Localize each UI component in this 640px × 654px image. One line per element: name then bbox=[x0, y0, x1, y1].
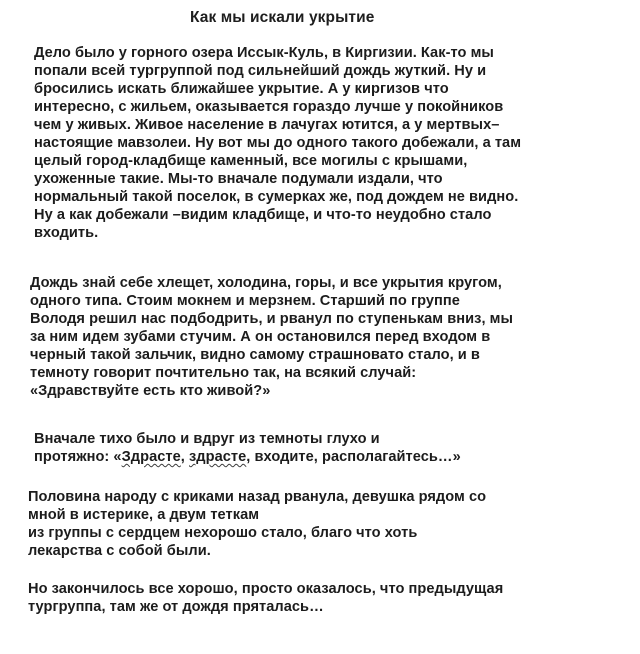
text-line: нормальный такой поселок, в сумерках же, под дождем не видно. bbox=[34, 189, 519, 205]
text-line: тургруппа, там же от дождя пряталась… bbox=[28, 599, 324, 615]
text-line: за ним идем зубами стучим. А он остановился перед входом в bbox=[30, 329, 491, 345]
text-line: Дело было у горного озера Иссык-Куль, в Киргизии. Как-то мы bbox=[34, 45, 494, 61]
text-line: ухоженные такие. Мы-то вначале подумали издали, что bbox=[34, 171, 443, 187]
text-line: целый город-кладбище каменный, все могилы с крышами, bbox=[34, 153, 468, 169]
text-line: черный такой зальчик, видно самому страшновато стало, и в bbox=[30, 347, 480, 363]
text-line: темноту говорит почтительно так, на всякий случай: bbox=[30, 365, 417, 381]
text-line: чем у живых. Живое население в лачугах ютится, а у мертвых– bbox=[34, 117, 500, 133]
text-segment: , bbox=[180, 449, 189, 465]
text-line-with-spellcheck bbox=[34, 448, 461, 466]
text-line: входить. bbox=[34, 225, 99, 241]
text-segment: протяжно: « bbox=[34, 449, 122, 465]
text-line: Дождь знай себе хлещет, холодина, горы, и все укрытия кругом, bbox=[30, 275, 502, 291]
paragraph-3 bbox=[34, 430, 461, 466]
text-segment: , входите, располагайтесь…» bbox=[246, 449, 461, 465]
text-line: Вначале тихо было и вдруг из темноты глухо и bbox=[34, 431, 380, 447]
text-line: Ну а как добежали –видим кладбище, и что-то неудобно стало bbox=[34, 207, 492, 223]
spellcheck-underlined-word: здрасте bbox=[189, 449, 247, 465]
text-line: Володя решил нас подбодрить, и рванул по ступенькам вниз, мы bbox=[30, 311, 514, 327]
text-line: «Здравствуйте есть кто живой?» bbox=[30, 383, 271, 399]
paragraph-5 bbox=[28, 580, 503, 616]
text-line: попали всей тургруппой под сильнейший дождь жуткий. Ну и bbox=[34, 63, 487, 79]
text-line: настоящие мавзолеи. Ну вот мы до одного такого добежали, а там bbox=[34, 135, 522, 151]
text-line: мной в истерике, а двум теткам bbox=[28, 507, 260, 523]
text-line: лекарства с собой были. bbox=[28, 543, 211, 559]
text-line: одного типа. Стоим мокнем и мерзнем. Старший по группе bbox=[30, 293, 460, 309]
text-line: интересно, с жильем, оказывается гораздо лучше у покойников bbox=[34, 99, 504, 115]
text-line: из группы с сердцем нехорошо стало, благо что хоть bbox=[28, 525, 418, 541]
text-line: Но закончилось все хорошо, просто оказалось, что предыдущая bbox=[28, 581, 504, 597]
spellcheck-underlined-word: Здрасте bbox=[121, 449, 181, 465]
document-title: Как мы искали укрытие bbox=[190, 9, 375, 26]
text-line: бросились искать ближайшее укрытие. А у киргизов что bbox=[34, 81, 449, 97]
paragraph-2 bbox=[30, 274, 513, 400]
text-line: Половина народу с криками назад рванула, девушка рядом со bbox=[28, 489, 487, 505]
paragraph-4 bbox=[28, 488, 486, 560]
paragraph-1 bbox=[34, 44, 521, 242]
